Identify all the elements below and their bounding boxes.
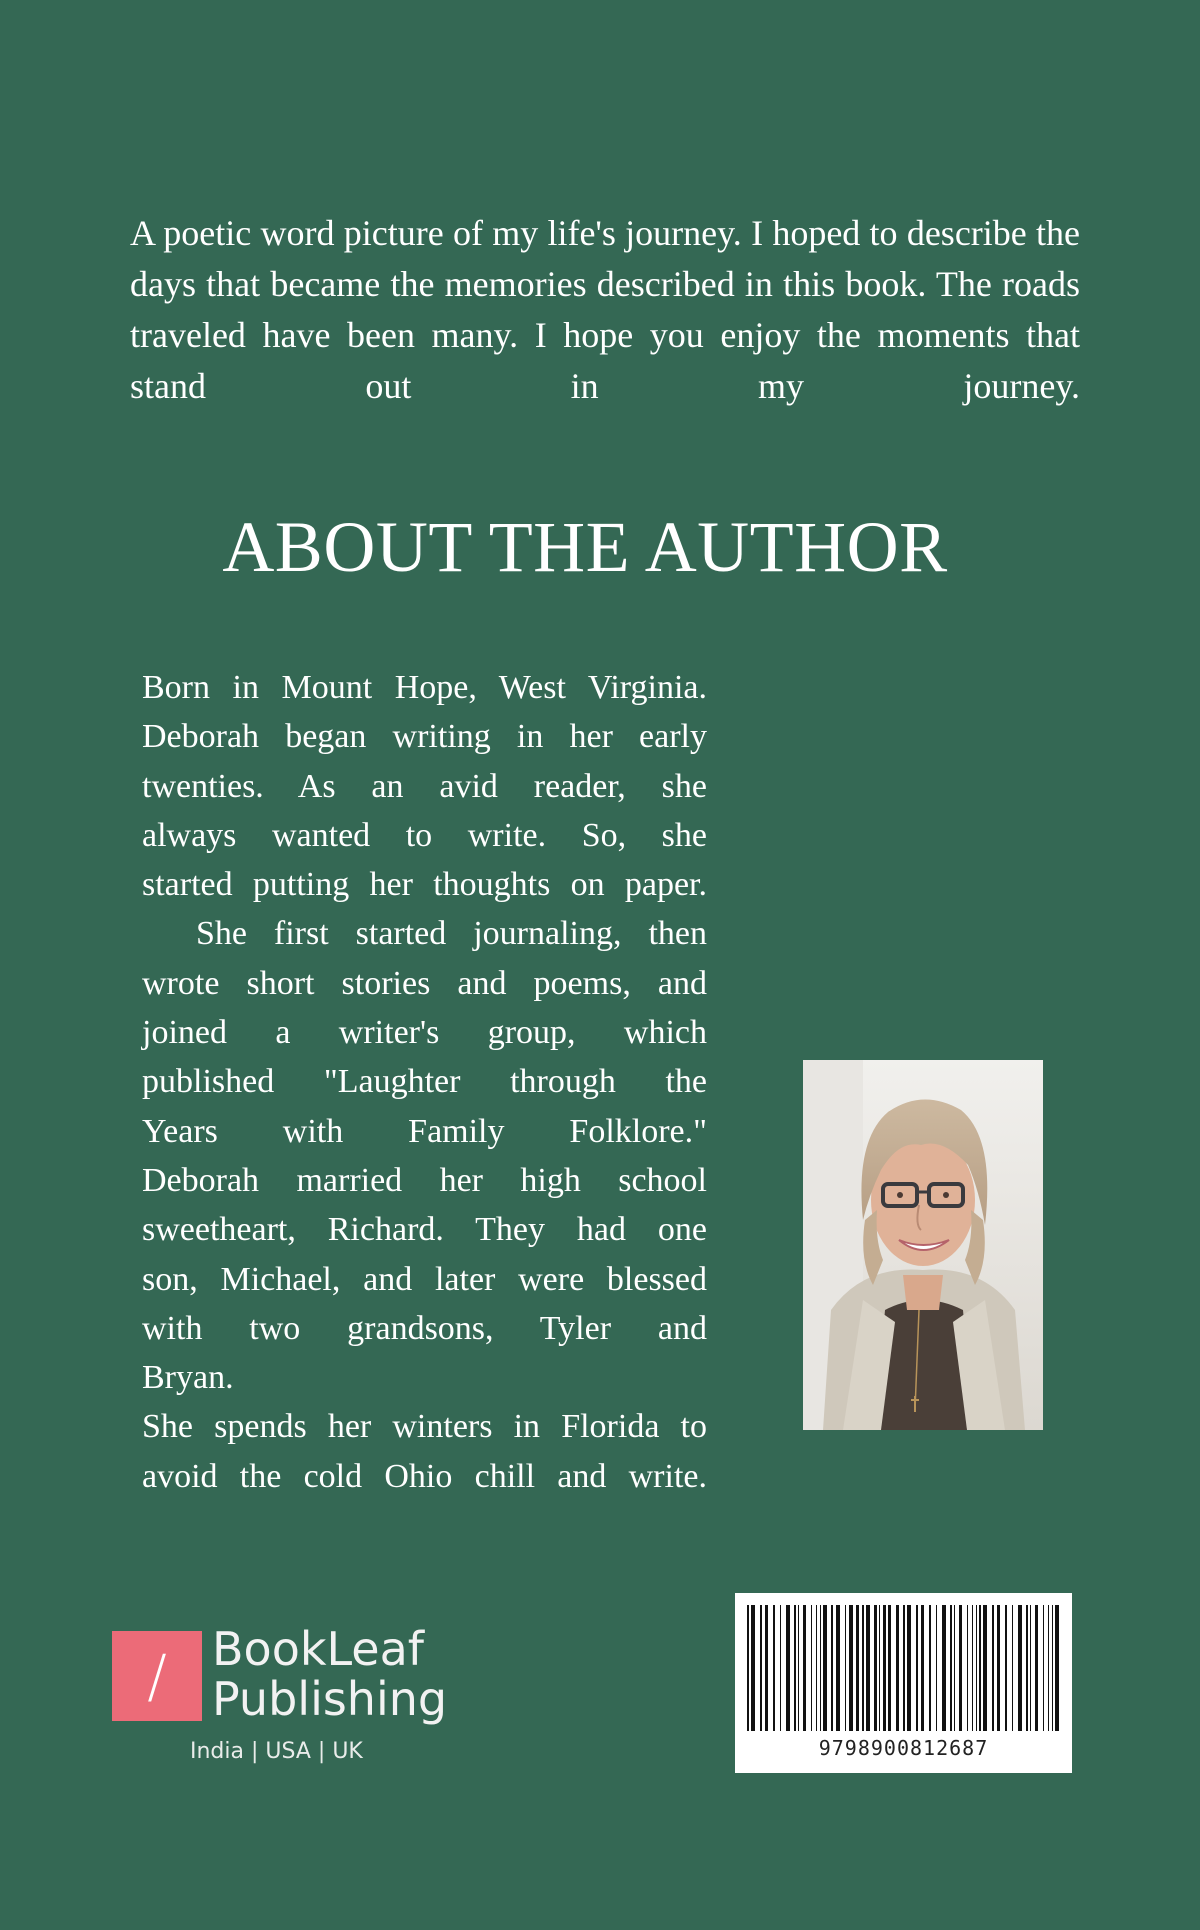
bio-line: started putting her thoughts on paper. (142, 866, 707, 904)
barcode-bar (972, 1605, 973, 1731)
barcode-bar (751, 1605, 755, 1731)
author-bio (142, 663, 707, 1501)
barcode-bar (849, 1605, 853, 1731)
barcode-bar (921, 1605, 924, 1731)
bio-line: Bryan. (142, 1359, 234, 1397)
bio-line: She first started journaling, then (142, 915, 707, 953)
barcode-bar (823, 1605, 827, 1731)
bio-line: Years with Family Folklore." (142, 1112, 707, 1150)
barcode-bar (883, 1605, 886, 1731)
barcode-bar (983, 1605, 987, 1731)
bio-line: sweetheart, Richard. They had one (142, 1211, 707, 1249)
barcode-bar (896, 1605, 899, 1731)
barcode-bar (798, 1605, 799, 1731)
barcode-bar (866, 1605, 870, 1731)
bio-line: Deborah began writing in her early (142, 718, 707, 756)
bookleaf-publishing-logo (112, 1622, 472, 1778)
bio-line: Born in Mount Hope, West Virginia. (142, 669, 707, 706)
barcode-bar (874, 1605, 877, 1731)
barcode-bar (786, 1605, 790, 1731)
barcode-bar (992, 1605, 994, 1731)
barcode-bar (845, 1605, 846, 1731)
blurb-line: A poetic word picture of my life's journey. I hoped to (130, 213, 898, 253)
barcode-bar (942, 1605, 946, 1731)
barcode-bar (836, 1605, 840, 1731)
barcode-bar (997, 1605, 1000, 1731)
barcode-bar (831, 1605, 833, 1731)
barcode-bar (765, 1605, 768, 1731)
barcode-bar (811, 1605, 812, 1731)
barcode-bar (929, 1605, 931, 1731)
barcode-bar (1030, 1605, 1031, 1731)
logo-name-line2: Publishing (212, 1672, 448, 1726)
barcode-bar (773, 1605, 775, 1731)
blurb-line: book. The roads traveled have been many. I hope you enjoy (130, 264, 1081, 355)
barcode-bar (1026, 1605, 1028, 1731)
barcode-bar (820, 1605, 821, 1731)
barcode-bar (903, 1605, 905, 1731)
logo-name-line1: BookLeaf (212, 1622, 424, 1676)
logo-regions: India | USA | UK (190, 1739, 363, 1764)
barcode-bar (803, 1605, 806, 1731)
barcode-bar (1048, 1605, 1049, 1731)
bio-line: published "Laughter through the (142, 1063, 707, 1101)
barcode-bar (907, 1605, 911, 1731)
barcode-bar (967, 1605, 968, 1731)
barcode-bar (862, 1605, 864, 1731)
bio-line: son, Michael, and later were blessed (142, 1260, 707, 1298)
bio-line: wrote short stories and poems, and (142, 964, 707, 1002)
barcode-bar (794, 1605, 796, 1731)
bio-line: twenties. As an avid reader, she (142, 767, 707, 805)
bio-line: avoid the cold Ohio chill and write. (142, 1457, 707, 1495)
blurb-line: describe the days that became the memories described in this (130, 213, 1081, 304)
about-the-author-heading: ABOUT THE AUTHOR (222, 507, 948, 587)
barcode-bar (1012, 1605, 1013, 1731)
barcode-bar (916, 1605, 918, 1731)
author-photo (803, 1060, 1043, 1430)
bio-line: always wanted to write. So, she (142, 816, 707, 854)
barcode-bar (1043, 1605, 1044, 1731)
barcode-bar (856, 1605, 859, 1731)
barcode-bar (1052, 1605, 1053, 1731)
back-cover-blurb (130, 208, 1080, 412)
barcode-bar (747, 1605, 749, 1731)
barcode-bar (979, 1605, 981, 1731)
barcode-bar (760, 1605, 762, 1731)
logo-slash-mark: / (112, 1631, 202, 1721)
bio-line: joined a writer's group, which (142, 1014, 707, 1052)
barcode-bar (959, 1605, 962, 1731)
isbn-barcode (735, 1593, 1072, 1773)
barcode-bar (1005, 1605, 1007, 1731)
bio-line: Deborah married her high school (142, 1161, 707, 1199)
barcode-bar (1018, 1605, 1022, 1731)
barcode-bar (1055, 1605, 1059, 1731)
barcode-bar (976, 1605, 977, 1731)
barcode-bar (936, 1605, 937, 1731)
barcode-bar (950, 1605, 952, 1731)
blurb-line: the moments that stand out in my journey. (130, 315, 1080, 406)
author-portrait-illustration (803, 1060, 1043, 1430)
barcode-bar (780, 1605, 781, 1731)
barcode-bar (816, 1605, 817, 1731)
barcode-bar (879, 1605, 880, 1731)
bio-line: with two grandsons, Tyler and (142, 1309, 707, 1347)
barcode-bar (954, 1605, 955, 1731)
barcode-bar (888, 1605, 891, 1731)
bio-line: She spends her winters in Florida to (142, 1408, 707, 1446)
barcode-bar (1035, 1605, 1038, 1731)
isbn-number: 9798900812687 (818, 1736, 989, 1760)
barcode-bars (735, 1593, 1072, 1733)
